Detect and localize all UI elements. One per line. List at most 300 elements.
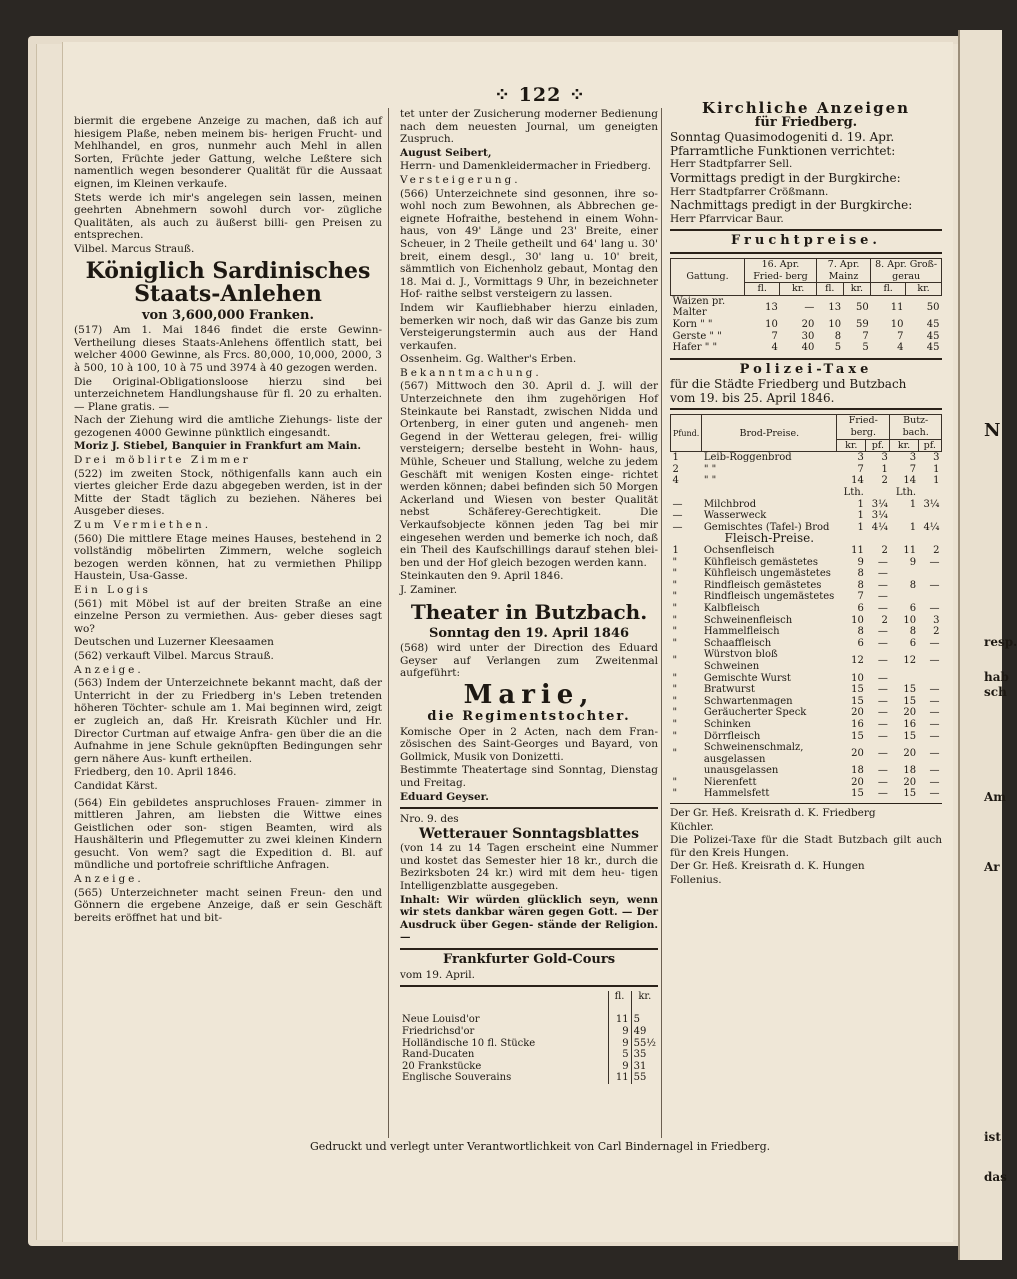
ad-heading: Zum Vermiethen. (74, 519, 212, 532)
table-cell: — (877, 730, 888, 742)
table-row (671, 742, 942, 765)
column-right (670, 100, 942, 888)
ad-text: Inhalt: Wir würden glücklich seyn, wenn wir stets dankbar wären gegen Gott. — Der Ausdruck über Gegen- stände der Religion. — (400, 893, 658, 944)
table-cell: 10 (828, 318, 842, 330)
table-cell (918, 487, 941, 499)
table-cell: 6 (857, 637, 864, 649)
table-header: fl. (816, 283, 843, 296)
church-person: Herr Pfarrvicar Baur. (670, 212, 784, 225)
table-cell: " " (703, 475, 717, 487)
table-cell: 1 (881, 463, 888, 475)
table-cell: 10 (890, 318, 904, 330)
ad-signature: Vilbel. Marcus Strauß. (74, 242, 195, 255)
table-row (400, 1061, 658, 1073)
meat-title: Fleisch-Preise. (724, 531, 815, 546)
table-row (671, 331, 942, 343)
printer-line: Gedruckt und verlegt unter Verantwortlichkeit von Carl Bindernagel in Friedberg. (310, 1140, 771, 1153)
table-cell: 3 (857, 452, 864, 464)
table-cell: Gemischte Wurst (703, 672, 791, 684)
table-cell: — (877, 602, 888, 614)
column-middle (400, 108, 658, 1084)
table-cell: Bratwurst (703, 684, 755, 696)
table-cell: Hammelsfett (703, 788, 770, 800)
table-cell: 10 (903, 614, 917, 626)
gold-title: Frankfurter Gold-Cours (442, 952, 616, 968)
table-header: 8. Apr. Groß- gerau (871, 258, 942, 282)
table-cell: 1 (857, 521, 864, 533)
table-cell: — (877, 707, 888, 719)
margin-fragment: Am (984, 790, 1007, 804)
table-cell: Gerste " " (672, 330, 722, 342)
table-cell (671, 487, 702, 499)
table-row (671, 258, 942, 282)
table-cell: 9 (909, 556, 917, 568)
table-cell: 7 (897, 330, 904, 342)
table-cell: 20 Frankstücke (402, 1060, 482, 1072)
table-row (671, 673, 942, 685)
table-header: fl. (608, 991, 631, 1003)
ad-heading: Anzeige. (74, 663, 144, 676)
table-cell: 15 (851, 684, 864, 696)
ad-text: Nach der Ziehung wird die amtliche Ziehungs- liste der gezogenen 4000 Gewinne pünktlich eingesandt. (74, 414, 382, 439)
table-cell: 10 (851, 672, 864, 684)
section-rule (670, 803, 942, 804)
table-header: pf. (918, 439, 941, 452)
table-cell: 7 (862, 330, 869, 342)
table-cell: 16 (851, 718, 864, 730)
table-cell: 7 (909, 463, 917, 475)
table-cell: — (929, 776, 940, 788)
table-cell (890, 510, 918, 522)
table-cell: 1 (909, 521, 917, 533)
ad-text: (565) Unterzeichneter macht seinen Freun- den und Gönnern die ergebene Anzeige, daß er sein Geschäft bereits eröffnet hat und bit- (74, 886, 382, 924)
table-cell (890, 591, 918, 603)
table-cell: 4 (672, 475, 679, 487)
table-cell: " (672, 695, 678, 707)
ad-text: (von 14 zu 14 Tagen erscheint eine Nummer und kostet das Semester hier 18 kr., durch die Bezirksboten 24 kr.) wird mit dem heu- tigen Intelligenzblatte ausgegeben. (400, 842, 658, 893)
signature: Follenius. (670, 874, 722, 887)
table-cell: Kühfleisch gemästetes (703, 556, 818, 568)
table-cell: 20 (903, 707, 917, 719)
signature: Der Gr. Heß. Kreisrath d. K. Friedberg (670, 807, 876, 820)
table-cell: Neue Louisd'or (402, 1014, 480, 1026)
table-cell: — (672, 510, 683, 522)
table-cell (671, 765, 702, 777)
table-cell: " (672, 637, 678, 649)
table-cell: 3 (933, 452, 940, 464)
ad-text: Indem wir Kaufliebhaber hierzu einladen, bemerken wir noch, daß wir das Ganze bis zum Versteigerungstermin auch aus der Hand verkaufen. (400, 301, 658, 352)
table-row (671, 342, 942, 354)
table-cell: 10 (851, 614, 864, 626)
table-cell: 11 (851, 545, 864, 556)
facing-page-edge (958, 30, 1017, 1260)
table-header: Gattung. (671, 258, 745, 295)
ad-text: (522) im zweiten Stock, nöthigenfalls kann auch ein viertes gleicher Erde dazu abgegeben werden, ist in der Mitte der Stadt täglich zu beziehen. Näheres bei Ausgeber dieses. (74, 467, 382, 518)
table-row (671, 487, 942, 499)
ad-signature: August Seibert, (400, 146, 492, 159)
column-rule (661, 108, 662, 1138)
table-cell: Korn " " (672, 318, 713, 330)
table-header: kr. (906, 283, 942, 296)
table-cell: 2 (881, 614, 888, 626)
table-cell: " (672, 776, 678, 788)
table-cell: — (877, 747, 888, 759)
table-cell (918, 591, 941, 603)
table-row (671, 464, 942, 476)
table-cell: 14 (903, 475, 917, 487)
table-cell: — (929, 556, 940, 568)
table-cell: 50 (856, 301, 869, 313)
table-row (400, 1014, 658, 1026)
ad-heading: Deutschen und Luzerner Kleesaamen (74, 636, 274, 649)
ad-text: (563) Indem der Unterzeichnete bekannt macht, daß der Unterricht in der zu Friedberg in's Leben tretenden höheren Töchter- schule am 1. Mai beginnen wird, zeigt er zugleich an, daß Hr. Kreisrath Küchler und Hr. Director Curtman auf etwaige Anfra- gen über die an die Aufnahme in jene Schule geknüpften Bedingungen sehr gern nähere Aus- kunft ertheilen. (74, 677, 382, 765)
table-cell: 20 (851, 776, 864, 788)
church-date: Sonntag Quasimodogeniti d. 19. Apr. (670, 130, 895, 145)
table-cell: Rindfleisch gemästetes (703, 579, 822, 591)
table-cell: — (877, 591, 888, 603)
table-header: kr. (780, 283, 817, 296)
section-rule (670, 252, 942, 254)
table-cell: 8 (834, 330, 842, 342)
table-row (671, 295, 942, 319)
table-cell: 55 (631, 1072, 658, 1084)
ad-text: (517) Am 1. Mai 1846 findet die erste Gewinn-Vertheilung dieses Staats-Anlehens öffentlich statt, bei welcher 4000 Gewinne, als Frcs. 80,000, 10,000, 2000, 3 à 500, 10 à 100, 10 à 75 und 3974 à 40 gezogen werden. (74, 324, 382, 374)
table-cell: 20 (851, 747, 864, 759)
ad-headline: Königlich Sardinisches Staats-Anlehen (85, 257, 371, 307)
table-cell: " (672, 626, 678, 638)
table-row (671, 475, 942, 487)
table-header: fl. (745, 283, 780, 296)
table-header: pf. (866, 439, 890, 452)
table-cell: Hammelfleisch (703, 626, 780, 638)
section-rule (400, 807, 658, 809)
weekly-number: Nro. 9. des (400, 813, 459, 826)
table-cell: — (877, 765, 888, 777)
table-row (400, 1049, 658, 1061)
table-cell: " (672, 684, 678, 696)
column-left (74, 115, 382, 925)
margin-fragment: hab (984, 670, 1009, 684)
table-cell: " " (703, 463, 717, 475)
table-cell: 4¼ (871, 521, 888, 533)
table-cell: 12 (903, 655, 917, 667)
section-rule (400, 948, 658, 950)
table-row (671, 719, 942, 731)
table-cell: 1 (933, 475, 940, 487)
table-cell: — (929, 695, 940, 707)
table-cell: " (672, 591, 678, 603)
table-cell: 45 (926, 342, 940, 354)
table-cell: 9 (608, 1038, 631, 1050)
table-cell: 7 (857, 463, 864, 475)
church-line: Vormittags predigt in der Burgkirche: (670, 170, 901, 185)
table-row (671, 638, 942, 650)
table-cell (918, 510, 941, 522)
table-cell: — (929, 765, 940, 777)
table-cell: " (672, 672, 678, 684)
table-header: kr. (631, 991, 658, 1003)
table-cell: 20 (801, 318, 815, 330)
page-number: ⁘ 122 ⁘ (494, 84, 586, 106)
table-cell: 7 (857, 591, 864, 603)
table-cell: Lth. (895, 487, 917, 499)
ad-heading: Anzeige. (74, 873, 144, 886)
margin-fragment: ist (984, 1130, 1001, 1144)
table-cell: Englische Souverains (402, 1072, 512, 1084)
table-cell: 2 (933, 626, 940, 638)
grain-table (670, 258, 942, 354)
table-cell: 5 (834, 342, 842, 354)
table-cell: 40 (801, 342, 815, 354)
table-cell: — (877, 568, 888, 580)
table-cell: 2 (881, 545, 888, 556)
price-table (670, 414, 942, 800)
table-header: Pfund. (671, 415, 702, 452)
table-cell: Wasserweck (703, 510, 767, 522)
ad-text: tet unter der Zusicherung moderner Bedienung nach dem neuesten Journal, um geneigten Zuspruch. (400, 108, 658, 146)
gold-date: vom 19. April. (400, 968, 475, 981)
table-cell: 1 (857, 510, 864, 522)
table-row (671, 731, 942, 743)
table-cell: 3 (933, 614, 940, 626)
table-row (671, 545, 942, 557)
ad-text: Stets werde ich mir's angelegen sein lassen, meinen geehrten Abnehmern sowohl durch vor- zügliche Qualitäten, als auch zu äußerst billi- gen Preisen zu entsprechen. (74, 191, 382, 242)
table-cell: " (672, 556, 678, 568)
table-header: fl. (871, 283, 906, 296)
margin-fragment: Ar (984, 860, 1000, 874)
table-row (400, 991, 658, 1003)
table-cell (918, 673, 941, 685)
table-cell: " (672, 579, 678, 591)
table-cell: — (877, 776, 888, 788)
table-cell: 1 (672, 545, 679, 556)
table-cell: Hafer " " (672, 342, 718, 354)
section-rule (670, 358, 942, 360)
table-cell: 4¼ (923, 521, 940, 533)
table-cell: 13 (765, 301, 778, 313)
ad-heading: Drei möblirte Zimmer (74, 454, 251, 467)
table-cell: — (929, 718, 940, 730)
table-cell: 15 (903, 684, 917, 696)
table-cell: 50 (926, 301, 940, 313)
table-cell: 6 (857, 602, 864, 614)
church-subtitle: für Friedberg. (754, 114, 858, 130)
table-cell: — (672, 498, 683, 510)
police-title: Polizei-Taxe (739, 361, 873, 377)
table-cell: Schwartenmagen (703, 695, 793, 707)
table-cell: 8 (857, 568, 864, 580)
table-header: kr. (837, 439, 866, 452)
table-cell: 45 (926, 318, 940, 330)
ad-signature: Friedberg, den 10. April 1846. (74, 766, 237, 779)
table-cell: — (672, 521, 683, 533)
table-row (400, 1072, 658, 1084)
table-cell: " (672, 655, 678, 667)
table-cell: 4 (897, 342, 904, 354)
ad-signature: J. Zaminer. (400, 583, 458, 596)
opera-title: Marie, (463, 679, 595, 710)
table-cell: 8 (909, 626, 917, 638)
table-cell: 30 (801, 330, 815, 342)
table-cell: 9 (857, 556, 864, 568)
table-cell: — (877, 695, 888, 707)
theater-date: Sonntag den 19. April 1846 (428, 625, 630, 641)
table-cell: 9 (608, 1026, 631, 1038)
table-cell: 2 (881, 475, 888, 487)
table-row (671, 684, 942, 696)
table-cell: 15 (903, 788, 917, 800)
table-cell: — (877, 579, 888, 591)
table-row (671, 707, 942, 719)
church-line: Pfarramtliche Funktionen verrichtet: (670, 143, 896, 158)
table-cell: — (877, 655, 888, 667)
table-cell: — (877, 637, 888, 649)
margin-fragment: N (984, 420, 1001, 441)
table-cell (702, 487, 837, 499)
table-cell: 1 (672, 452, 679, 464)
table-cell: — (877, 556, 888, 568)
table-cell: 18 (903, 765, 917, 777)
table-cell: 6 (909, 602, 917, 614)
table-cell: 2 (672, 463, 679, 475)
table-cell: 1 (857, 498, 864, 510)
table-header: 16. Apr. Fried- berg (745, 258, 817, 282)
table-header: Butz- bach. (890, 415, 942, 439)
table-cell: 7 (771, 330, 778, 342)
ad-text: (564) Ein gebildetes anspruchloses Frauen- zimmer in mittleren Jahren, am liebsten die Wittwe eines Geistlichen oder son- stigen Beamten, wird als Haushälterin und Pflegemutter zu zwei kleinen Kindern gesucht. Von wem? sagt die Expedition d. Bl. auf mündliche und portofreie schriftliche Anfragen. (74, 796, 382, 872)
table-cell: Rand-Ducaten (402, 1049, 475, 1061)
table-row (671, 568, 942, 580)
table-row (671, 777, 942, 789)
table-row (671, 510, 942, 522)
section-rule (670, 229, 942, 231)
table-cell: 35 (631, 1049, 658, 1061)
table-cell: Schinken (703, 718, 751, 730)
table-cell: 13 (828, 301, 842, 313)
table-cell (918, 568, 941, 580)
table-cell: 16 (903, 718, 917, 730)
ad-signature: Eduard Geyser. (400, 790, 489, 803)
table-cell: 20 (903, 776, 917, 788)
table-row (671, 603, 942, 615)
table-row (671, 533, 942, 545)
grain-title: Fruchtpreise. (731, 233, 881, 249)
table-cell: Leib-Roggenbrod (703, 452, 792, 464)
table-cell: " (672, 707, 678, 719)
table-row (671, 319, 942, 331)
table-cell: — (877, 718, 888, 730)
table-cell (890, 673, 918, 685)
margin-fragment: sch (984, 685, 1007, 699)
ad-signature: Moriz J. Stiebel, Banquier in Frankfurt am Main. (74, 440, 362, 453)
table-cell: 15 (851, 788, 864, 800)
column-rule (388, 108, 389, 1138)
table-cell: " (672, 602, 678, 614)
table-cell: 11 (903, 545, 917, 556)
church-line: Nachmittags predigt in der Burgkirche: (670, 198, 913, 213)
table-cell: — (877, 626, 888, 638)
table-cell: 45 (926, 330, 940, 342)
signature: Der Gr. Heß. Kreisrath d. K. Hungen (670, 860, 865, 873)
table-row (671, 499, 942, 511)
table-cell: " (672, 747, 678, 759)
table-cell (890, 568, 918, 580)
table-cell: 3 (881, 452, 888, 464)
table-row (400, 1038, 658, 1050)
table-row (671, 591, 942, 603)
table-cell: 1 (933, 463, 940, 475)
table-row (671, 580, 942, 592)
table-cell: — (929, 602, 940, 614)
opera-subtitle: die Regimentstochter. (427, 708, 631, 724)
ad-signature: Candidat Kärst. (74, 779, 158, 792)
table-cell: 3¼ (871, 498, 888, 510)
church-title: Kirchliche Anzeigen (701, 99, 911, 117)
table-cell: 8 (857, 626, 864, 638)
table-header: 7. Apr. Mainz (816, 258, 870, 282)
ad-heading: Ein Logis (74, 584, 151, 596)
table-cell: Dörrfleisch (703, 730, 761, 742)
gold-table (400, 991, 658, 1084)
table-cell: Rindfleisch ungemästetes (703, 591, 835, 603)
ad-text: (562) verkauft Vilbel. Marcus Strauß. (74, 649, 274, 662)
table-cell: 1 (909, 498, 917, 510)
table-row (671, 649, 942, 672)
signature: Küchler. (670, 820, 714, 833)
table-cell: 4 (771, 342, 778, 354)
table-cell: — (877, 672, 888, 684)
note-text: Die Polizei-Taxe für die Stadt Butzbach gilt auch für den Kreis Hungen. (670, 834, 942, 859)
theater-headline: Theater in Butzbach. (410, 599, 648, 624)
table-cell: " (672, 718, 678, 730)
table-cell: 6 (909, 637, 917, 649)
margin-fragment: das (984, 1170, 1007, 1184)
table-header: kr. (843, 283, 871, 296)
table-cell: 3¼ (923, 498, 940, 510)
police-date: vom 19. bis 25. April 1846. (670, 390, 835, 405)
table-row (671, 452, 942, 464)
table-cell: " (672, 730, 678, 742)
table-cell: Geräucherter Speck (703, 707, 807, 719)
table-cell: 15 (851, 730, 864, 742)
table-cell: 55½ (631, 1038, 658, 1050)
ad-text: Bestimmte Theatertage sind Sonntag, Dienstag und Freitag. (400, 764, 658, 789)
table-cell: — (877, 684, 888, 696)
table-cell: Milchbrod (703, 498, 757, 510)
table-cell: 5 (862, 342, 869, 354)
ad-signature: Ossenheim. Gg. Walther's Erben. (400, 353, 577, 366)
table-row (671, 557, 942, 569)
table-cell: 20 (851, 707, 864, 719)
table-header: Brod-Preise. (702, 415, 837, 452)
police-subtitle: für die Städte Friedberg und Butzbach (670, 377, 907, 392)
table-cell: 15 (903, 695, 917, 707)
table-cell: Gemischtes (Tafel-) Brod (703, 521, 830, 533)
ad-text: (560) Die mittlere Etage meines Hauses, bestehend in 2 vollständig möbelirten Zimmern, welche sogleich bezogen werden können, hat zu vermiethen Philipp Haustein, Usa-Gasse. (74, 532, 382, 583)
table-cell: 14 (851, 475, 864, 487)
margin-fragment: resp. (984, 635, 1017, 649)
table-row (671, 765, 942, 777)
table-cell: 11 (890, 301, 904, 313)
ad-text: (561) mit Möbel ist auf der breiten Straße an eine einzelne Person zu vermiethen. Aus- geber dieses sagt wo? (74, 597, 382, 635)
table-row (400, 1026, 658, 1038)
table-cell: 5 (608, 1049, 631, 1061)
table-cell: Waizen pr. Malter (672, 295, 726, 319)
ad-signature: Steinkauten den 9. April 1846. (400, 570, 564, 583)
table-cell: — (804, 301, 815, 313)
ad-text: (566) Unterzeichnete sind gesonnen, ihre so- wohl noch zum Bewohnen, als Abbrechen ge- eignete Hofraithe, bestehend in einem Wohn- haus, von 49' Länge und 23' Breite, einer Scheuer, in 2 Theile getheilt und 64' lang u. 30' breit, einem desgl., 30' lang u. 10' breit, sämmtlich von Eichenholz gebaut, Montag den 18. Mai d. J., Vormittags 9 Uhr, in bezeichneter Hof- raithe selbst versteigern zu lassen. (400, 187, 658, 301)
church-person: Herr Stadtpfarrer Crößmann. (670, 185, 829, 198)
